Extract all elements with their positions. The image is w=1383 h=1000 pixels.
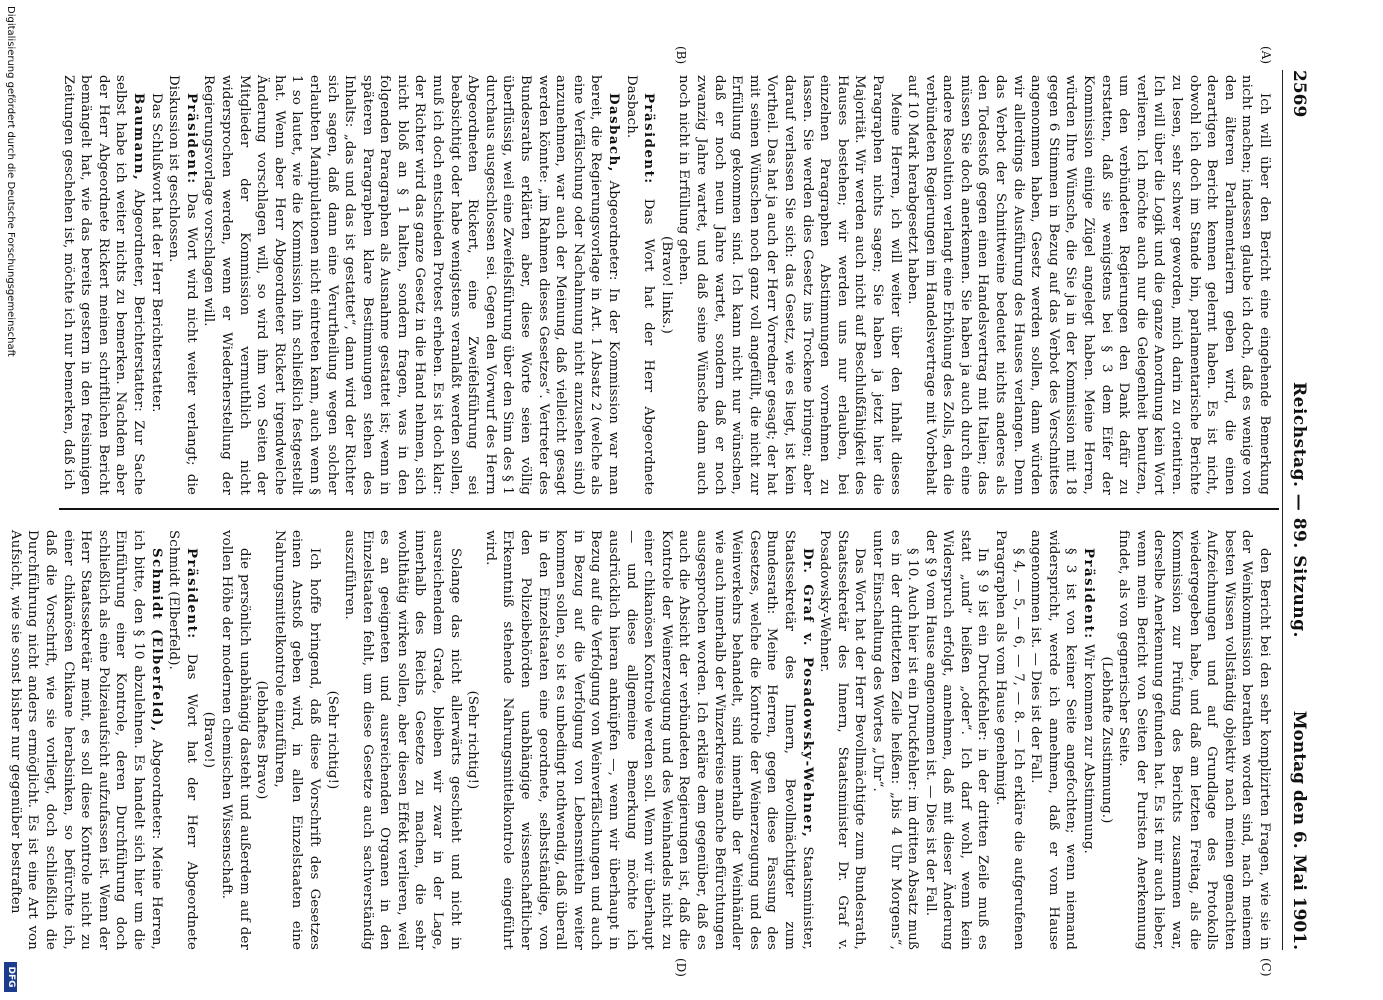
paragraph-text: Abgeordneter: Meine Herren, ich bitte, den § 10 abzulehnen. Es handelt sich hier um die Einführung einer Kontrole, deren Durchführung doch schließlich als eine Polizeiaufsicht aufzufassen ist. Wenn der Herr Staatssekretär meint, es soll diese Kontrole nicht zu einer chikanösen Chikane herabsinken, so befürchte ich, daß die Vorschrift, wie sie vorliegt, doch schließlich die Durchführung nicht anders ermöglicht. Es ist eine Art von Aufsicht, wie sie sonst bisher nur gegenüber bestraften: [7, 530, 164, 950]
paragraph-text: (lebhaftes Bravo): [254, 680, 270, 800]
paragraph-text: (Bravo!): [201, 711, 217, 769]
paragraph: [165, 530, 200, 950]
paragraph-text: § 4, — 5, — 6, — 7, — 8. — Ich erkläre die aufgerufenen Paragraphen als vom Hause genehmigt.: [993, 530, 1026, 950]
speaker-name: Dr. Graf v. Posadowsky-Wehner,: [799, 548, 815, 839]
paragraph: [481, 530, 815, 950]
page-header: [1287, 70, 1309, 950]
paragraph: [992, 530, 1027, 950]
paragraph: [921, 530, 991, 950]
interjection-line: [657, 75, 675, 495]
interjection-line: [323, 530, 341, 950]
paragraph-text: die persönlich unabhängig dasteht und außerdem auf der vollen Höhe der modernen chemischen Wissenschaft.: [218, 530, 252, 950]
speaker-name: Baumann,: [131, 93, 146, 182]
margin-marker-b: (B): [674, 46, 688, 65]
paragraph-text: Das Wort hat der Herr Bevollmächtigte zum Bundesrath, Staatssekretär des Innern, Staatsminister Dr. Graf v. Posadowsky-Wehner.: [817, 530, 868, 950]
speaker-name: Dasbach,: [606, 93, 622, 173]
paragraph: [200, 75, 622, 495]
session-title: Reichstag. — 89. Sitzung.: [1289, 382, 1309, 638]
paragraph-text: Das Wort hat der Herr Abgeordnete Dasbach.: [623, 75, 657, 495]
paragraph-text: Ich will über den Bericht eine eingehende Bemerkung nicht machen; indessen glaube ich doch, daß es wenige von den älteren Parlamentariern geben wird, die einen derartigen Bericht kennen gelernt haben. Es ist nicht, obwohl ich doch im Stande bin, parlamentarische Berichte zu lesen, sehr schwer geworden, mich darin zu orientiren. Ich will über die Logik und die ganze Anordnung kein Wort verlieren. Ich möchte auch nur die Gelegenheit benutzen, um den verbündeten Regierungen den Dank dafür zu erstatten, daß sie wenigstens bei § 3 dem Eifer der Kommission einige Zügel angelegt haben. Meine Herren, würden Ihre Wünsche, die Sie ja in der Kommission mit 18 gegen 6 Stimmen in Bezug auf das Verbot des Verschnittes angenommen haben, Gesetz werden sollen, dann würden wir allerdings die Ausführung des Hauses verlangen. Denn das Verbot der Schnittweine bedeutet nichts anderes als den Todesstoß gegen einen Handelsvertrag mit Italien; das müssen Sie doch anerkennen. Sie haben ja auch durch eine andere Resolution verlangt eine Erhöhung des Zolls, den die verbündeten Regierungen im Handelsvertrage mit Vorbehalt auf 10 Mark herabgesetzt haben.: [905, 75, 1272, 495]
paragraph-text: den Bericht bei den sehr komplizirten Fragen, wie sie in der Weinkommission berathen worden sind, nach meinem besten Wissen vollständig objektiv nach meinen gemachten Aufzeichnungen und auf Grundlage des Protokolls wiedergegeben habe, und daß am letzten Freitag, als die Kommission zur Prüfung des Berichts zusammen war, derselbe Anerkennung gefunden hat. Es ist mir auch lieber, wenn mein Bericht von Seiten der Puristen Anerkennung findet, als von gegnerischer Seite.: [1116, 530, 1272, 950]
paragraph-text: Das Schlußwort hat der Herr Berichterstatter.: [148, 93, 164, 413]
dfg-logo: DFG: [4, 962, 17, 992]
paragraph: [147, 75, 165, 495]
paragraph-text: (Lebhafte Zustimmung.): [1098, 656, 1114, 824]
paragraph-text: Solange das nicht allerwärts geschieht und nicht in ausreichendem Grade, bleiben wir zwar in der Lage, innerhalb des Reichs Gesetze zu machen, die sehr wohlthätig wirken sollen, aber diesen Effekt verlieren, weil es an geeigneten und ausreichenden Organen in den Einzelstaaten fehlt, um diese Gesetze auch sachverständig auszuführen.: [342, 530, 463, 950]
speaker-name: Präsident:: [183, 93, 199, 185]
paragraph: [675, 75, 904, 495]
paragraph: [217, 530, 252, 950]
speaker-name: Schmidt (Elberfeld),: [148, 548, 164, 733]
speaker-name: Präsident:: [1081, 548, 1097, 640]
header-rule: [1282, 70, 1283, 950]
paragraph-text: Ich hoffe bringend, daß diese Vorschrift des Gesetzes einen Anstoß geben wird, in allen Einzelstaaten eine Nahrungsmittelkontrole einzuführen,: [271, 530, 322, 950]
paragraph-text: In § 9 ist ein Druckfehler: in der dritten Zeile muß es statt „und“ heißen „oder“. Ich darf wohl, wenn kein Widerspruch erfolgt, annehmen, daß mit dieser Änderung der § 9 vom Hause angenommen ist. — Dies ist der Fall.: [922, 530, 991, 950]
paragraph: [165, 75, 200, 495]
column-divider: [59, 508, 1279, 510]
paragraph: [1027, 530, 1080, 950]
paragraph-text: (Sehr richtig!): [324, 690, 340, 790]
paragraph: [1079, 530, 1097, 950]
paragraph: [816, 530, 869, 950]
paragraph-text: § 10. Auch hier ist ein Druckfehler: im dritten Absatz muß es in der drittletzten Zeile heißen: „bis 4 Uhr Morgens“, unter Einschaltung des Wortes „Uhr“.: [869, 530, 921, 950]
paragraph: [59, 75, 147, 495]
paragraph-text: Staatsminister, Staatssekretär des Innern, Bevollmächtigter zum Bundesrath: Meine Herren, gegen diese Fassung des Gesetzes, welche die Kontrole der Weinerzeugung und des Weinverkehrs behandelt, sind innerhalb der Weinhändler wie auch innerhalb der Winzerkreise manche Befürchtungen ausgesprochen worden. Ich erkläre dem gegenüber, daß es auch die Absicht der verbündeten Regierungen ist, daß die Kontrole der Weinerzeugung und des Weinhandels nicht zu einer chikanösen Kontrole werden soll. Wenn wir überhaupt — und diese allgemeine Bemerkung möchte ich ausdrücklich hieran anknüpfen —, wenn wir überhaupt in Bezug auf die Verfolgung von Weinverfälschungen und auch in Bezug auf die Verfolgung von Lebensmitteln weiter kommen sollen, so ist es unbedingt nothwendig, daß überall in den Einzelstaaten eine geordnete, selbstständige, von den Polizeibehörden unabhängige wissenschaftlicher Erkenntniß stehende Nahrungsmittelkontrole eingeführt wird.: [482, 530, 815, 950]
paragraph: [270, 530, 323, 950]
paragraph-text: Das Wort wird nicht weiter verlangt; die Diskussion ist geschlossen.: [166, 75, 199, 495]
paragraph: [1115, 530, 1273, 950]
interjection-line: [253, 530, 271, 950]
left-text-column: [58, 75, 1273, 495]
page-number: 2569: [1289, 70, 1309, 118]
paragraph: [6, 530, 164, 950]
footer-bar: [3, 0, 17, 1000]
paragraph-text: Abgeordneter: In der Kommission war man bereit, die Regierungsvorlage in Art. 1 Absatz 2 (welche als eine Verfälschung oder Nachahmung nicht anzusehen sind) anzunehmen, war auch der Meinung, daß vielleicht gesagt werden könnte: „im Rahmen dieses Gesetzes“. Vertreter des Bundesraths erklärten aber, diese Worte seien völlig überflüssig, weil eine Zweifelsführung über den Sinn des § 1 durchaus ausgeschlossen sei. Gegen den Vorwurf des Herrn Abgeordneten Rickert, eine Zweifelsführung sei beabsichtigt oder habe wenigstens veranlaßt werden sollen, muß ich doch entschieden Protest erheben. Es ist doch klar: der Richter wird das ganze Gesetz in die Hand nehmen, sich nicht bloß an § 1 halten, sondern fragen, was in den folgenden Paragraphen als Ausnahme gestattet ist; wenn in späteren Paragraphen klare Bestimmungen stehen des Inhalts: „das und das ist gestattet“, dann wird der Richter sich sagen, daß dann eine Verurtheilung wegen solcher erlaubten Manipulationen nicht eintreten kann, auch wenn § 1 so lautet, wie die Kommission ihn schließlich festgestellt hat. Wenn aber Herr Abgeordneter Rickert irgendwelche Änderung vorschlagen will, so wird ihm von Seiten der Mitglieder der Kommission vermuthlich nicht widersprochen werden, wenn er Wiederherstellung der Regierungsvorlage vorschlagen will.: [201, 75, 622, 495]
paragraph-text: (Sehr richtig!): [465, 690, 481, 790]
right-text-column: [7, 530, 1273, 950]
interjection-line: [464, 530, 482, 950]
paragraph-text: Abgeordneter, Berichterstatter: Zur Sache selbst habe ich weiter nichts zu bemerken. Nachdem aber der Herr Abgeordnete Rickert meinen schriftlichen Bericht bemängelt hat, wie das bereits gestern in den freisinnigen Zeitungen geschehen ist, möchte ich nur bemerken, daß ich: [60, 75, 146, 495]
paragraph: [868, 530, 921, 950]
session-date: Montag den 6. Mai 1901.: [1289, 710, 1309, 950]
margin-marker-c: (C): [1259, 958, 1273, 977]
paragraph-text: § 3 ist von keiner Seite angefochten; wenn niemand widerspricht, werde ich annehmen, daß er vom Hause angenommen ist. — Dies ist der Fall.: [1028, 530, 1079, 950]
paragraph: [904, 75, 1273, 495]
margin-marker-a: (A): [1259, 46, 1273, 65]
digitization-credit: Digitalisierung gefördert durch die Deutsche Forschungsgemeinschaft: [5, 6, 16, 357]
interjection-line: [1097, 530, 1115, 950]
margin-marker-d: (D): [674, 958, 688, 977]
interjection-line: [200, 530, 218, 950]
paragraph-text: Meine Herren, ich will weiter über den Inhalt dieses Paragraphen nichts sagen; Sie haben ja jetzt hier die Majorität. Wir werden auch nicht auf Beschlußfähigkeit des Hauses bestehen; wir werden uns nur erlauben, bei einzelnen Paragraphen Abstimmungen vornehmen zu lassen. Sie werden dies Gesetz ins Trockene bringen; aber darauf verlassen Sie sich: das Gesetz, wie es liegt, ist kein Vortheil. Das hat ja auch der Herr Vorredner gesagt; der hat mit seinen Wünschen noch ganz voll angefüllt, die nicht zur Erfüllung gekommen sind. Ich kann nicht nur wünschen, daß er noch neun Jahre wartet, sondern daß er noch zwanzig Jahre wartet, und daß seine Wünsche dann auch noch nicht in Erfüllung gehen.: [676, 75, 903, 495]
speaker-name: Präsident:: [183, 548, 199, 640]
paragraph-text: (Bravo! links.): [658, 236, 674, 334]
paragraph-text: Wir kommen zur Abstimmung.: [1081, 644, 1097, 854]
paragraph-text: Das Wort hat der Herr Abgeordnete Schmidt (Elberfeld).: [166, 530, 199, 950]
paragraph: [622, 75, 657, 495]
speaker-name: Präsident:: [641, 93, 657, 185]
paragraph: [341, 530, 464, 950]
